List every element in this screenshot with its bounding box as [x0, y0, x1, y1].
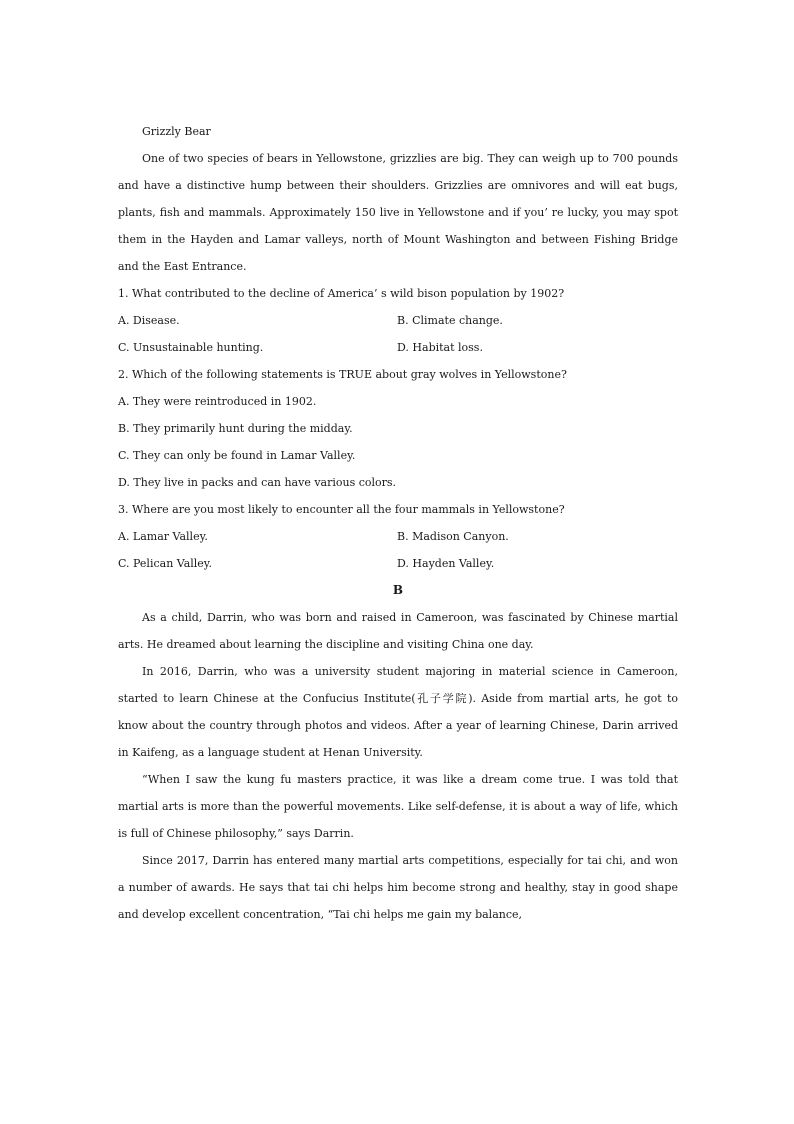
question-1-options-row-1: [118, 307, 678, 334]
section-b-heading: B: [392, 583, 404, 597]
document-content: [118, 118, 678, 928]
question-1-option-b: B. Climate change.: [397, 314, 503, 327]
section-title-grizzly: Grizzly Bear: [142, 125, 211, 138]
section-b-paragraph-4: Since 2017, Darrin has entered many martial arts competitions, especially for tai chi, and won a number of awards. He says that tai chi helps him become strong and healthy, stay in good shape and develop excellent concentration, “Tai chi helps me gain my balance,: [118, 854, 678, 921]
question-3-option-c: C. Pelican Valley.: [118, 557, 213, 570]
section-b-paragraph-1: As a child, Darrin, who was born and raised in Cameroon, was fascinated by Chinese martial arts. He dreamed about learning the discipline and visiting China one day.: [118, 611, 678, 651]
section-b-paragraph-3: “When I saw the kung fu masters practice, it was like a dream come true. I was told that martial arts is more than the powerful movements. Like self-defense, it is about a way of life, which is full of Chinese philosophy,” says Darrin.: [118, 773, 678, 840]
question-3-stem: 3. Where are you most likely to encounter all the four mammals in Yellowstone?: [118, 503, 565, 516]
question-3-option-b: B. Madison Canyon.: [397, 530, 509, 543]
question-2-stem: 2. Which of the following statements is TRUE about gray wolves in Yellowstone?: [118, 368, 567, 381]
question-3-option-d: D. Hayden Valley.: [397, 557, 495, 570]
question-1-options-row-2: [118, 334, 678, 361]
question-1-option-a: A. Disease.: [118, 314, 180, 327]
grizzly-paragraph: One of two species of bears in Yellowstone, grizzlies are big. They can weigh up to 700 pounds and have a distinctive hump between their shoulders. Grizzlies are omnivores and will eat bugs, plants, fish and mammals. Approximately 150 live in Yellowstone and if you’ re lucky, you may spot them in the Hayden and Lamar valleys, north of Mount Washington and between Fishing Bridge and the East Entrance.: [118, 152, 678, 273]
question-3-options-row-2: [118, 550, 678, 577]
question-2-option-d: D. They live in packs and can have various colors.: [118, 476, 397, 489]
question-3-options-row-1: [118, 523, 678, 550]
question-1-stem: 1. What contributed to the decline of America’ s wild bison population by 1902?: [118, 287, 565, 300]
question-2-option-a: A. They were reintroduced in 1902.: [118, 395, 317, 408]
question-3-option-a: A. Lamar Valley.: [118, 530, 208, 543]
question-1-option-c: C. Unsustainable hunting.: [118, 341, 264, 354]
question-1-option-d: D. Habitat loss.: [397, 341, 483, 354]
question-2-option-c: C. They can only be found in Lamar Valley.: [118, 449, 356, 462]
section-b-paragraph-2: In 2016, Darrin, who was a university student majoring in material science in Cameroon, started to learn Chinese at the Confucius Institute(孔子学院). Aside from martial arts, he got to know about the country through photos and videos. After a year of learning Chinese, Darin arrived in Kaifeng, as a language student at Henan University.: [118, 665, 678, 759]
question-2-option-b: B. They primarily hunt during the midday.: [118, 422, 353, 435]
